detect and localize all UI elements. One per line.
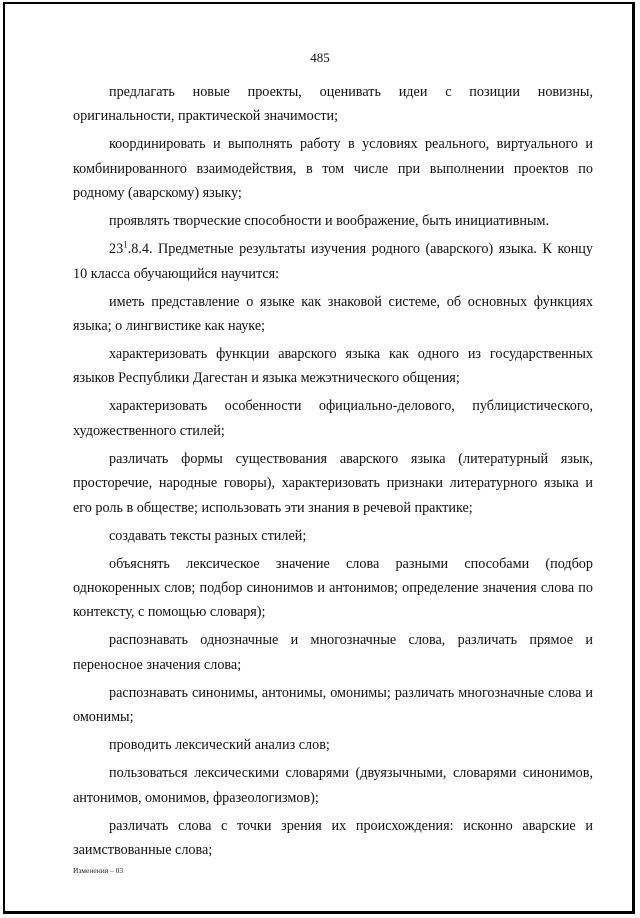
paragraph: распознавать синонимы, антонимы, омонимы; различать многозначные слова и омонимы; xyxy=(73,684,593,726)
paragraph: иметь представление о языке как знаковой системе, об основных функциях языка; о лингвистике как науке; xyxy=(73,293,593,335)
paragraph: характеризовать функции аварского языка как одного из государственных языков Республики Дагестан и языка межэтнического общения; xyxy=(73,346,593,387)
paragraph: характеризовать особенности официально-делового, публицистического, художественного стилей; xyxy=(73,398,593,439)
paragraph: координировать и выполнять работу в условиях реального, виртуального и комбинированного взаимодействия, в том числе при выполнении проектов по родному (аварскому) языку; xyxy=(73,136,593,202)
paragraph: различать слова с точки зрения их происхождения: исконно аварские и заимствованные слова; xyxy=(73,817,593,859)
paragraph: пользоваться лексическими словарями (двуязычными, словарями синонимов, антонимов, омонимов, фразеологизмов); xyxy=(73,765,593,806)
paragraph: проявлять творческие способности и воображение, быть инициативным. xyxy=(109,213,550,230)
section-heading-paragraph: $23^1.8.4$. Предметные результаты изучения родного (аварского) языка. К концу 10 класса обучающийся научится: xyxy=(73,239,593,282)
footer-note: Изменения – 03 xyxy=(73,866,124,875)
paragraph: предлагать новые проекты, оценивать идеи с позиции новизны, оригинальности, практической значимости; xyxy=(73,84,593,125)
section-superscript: 1 xyxy=(123,239,128,250)
paragraph: различать формы существования аварского языка (литературный язык, просторечие, народные говоры), характеризовать признаки литературного языка и его роль в обществе; использовать эти знания в речевой практике; xyxy=(73,450,593,516)
paragraph: объяснять лексическое значение слова разными способами (подбор однокоренных слов; подбор синонимов и антонимов; определение значения слова по контексту, с помощью словаря); xyxy=(73,555,593,621)
paragraph: создавать тексты разных стилей; xyxy=(109,527,307,544)
paragraph: проводить лексический анализ слов; xyxy=(109,737,330,754)
section-number: 23 xyxy=(109,241,124,258)
paragraph: распознавать однозначные и многозначные слова, различать прямое и переносное значения слова; xyxy=(73,632,593,673)
page-number: 485 xyxy=(310,50,330,65)
document-body xyxy=(73,80,593,863)
